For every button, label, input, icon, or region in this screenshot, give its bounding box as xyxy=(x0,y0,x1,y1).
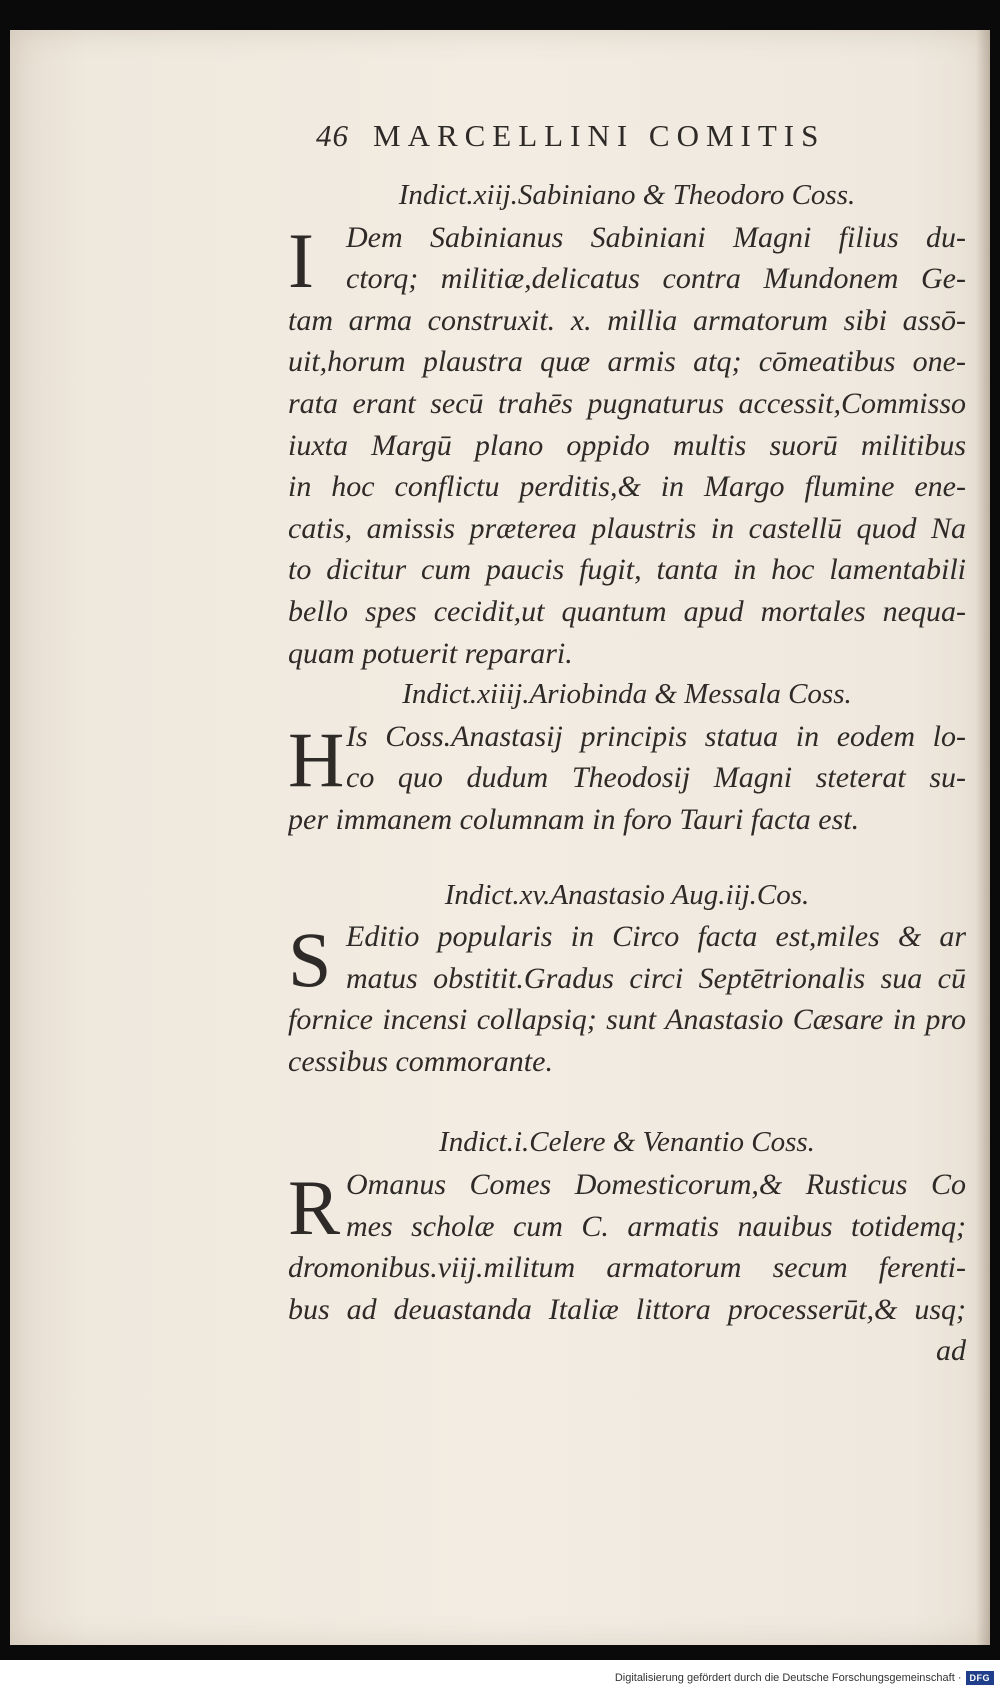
text-line: Editio popularis in Circo facta est,miles & ar xyxy=(346,920,966,954)
text-line: dromonibus.viij.militum armatorum secum ferenti- xyxy=(288,1251,966,1285)
text-line: mes scholæ cum C. armatis nauibus totidemq; xyxy=(346,1209,966,1243)
paragraph xyxy=(288,217,966,675)
consul-heading: Indict.xv.Anastasio Aug.iij.Cos. xyxy=(444,878,810,911)
running-head xyxy=(316,115,966,175)
text-line: catis, amissis præterea plaustris in castellū quod Na xyxy=(288,511,966,545)
text-line: ctorq; militiæ,delicatus contra Mundonem Ge- xyxy=(346,262,966,296)
credit-text: Digitalisierung gefördert durch die Deutsche Forschungsgemeinschaft · xyxy=(614,1672,962,1684)
text-line: bus ad deuastanda Italiæ littora processerūt,& usq; xyxy=(288,1292,966,1326)
consul-heading: Indict.i.Celere & Venantio Coss. xyxy=(439,1126,815,1159)
section-gap xyxy=(288,1082,966,1122)
text-line: rata erant secū trahēs pugnaturus accessit,Commisso xyxy=(288,386,966,420)
paragraph xyxy=(288,916,966,1082)
consul-heading: Indict.xiij.Sabiniano & Theodoro Coss. xyxy=(398,179,856,211)
text-line: in hoc conflictu perditis,& in Margo flumine ene- xyxy=(288,470,966,504)
catchword: ad xyxy=(936,1334,966,1368)
page-edge-shadow xyxy=(976,30,990,1645)
drop-cap: R xyxy=(288,1164,341,1252)
digitization-credit xyxy=(0,1663,1000,1693)
drop-cap: S xyxy=(288,916,332,1004)
text-line: per immanem columnam in foro Tauri facta est. xyxy=(288,802,860,836)
drop-cap: I xyxy=(288,216,314,304)
text-line: tam arma construxit. x. millia armatorum sibi assō- xyxy=(288,303,966,337)
page-text-block xyxy=(288,115,966,1372)
text-line: Omanus Comes Domesticorum,& Rusticus Co xyxy=(346,1168,966,1202)
text-line: Is Coss.Anastasij principis statua in eodem lo- xyxy=(346,719,966,753)
text-line: Dem Sabinianus Sabiniani Magni filius du- xyxy=(346,220,966,254)
drop-cap: H xyxy=(288,715,345,803)
text-line: to dicitur cum paucis fugit, tanta in hoc lamentabili xyxy=(288,553,966,587)
text-line: co quo dudum Theodosij Magni steterat su- xyxy=(346,761,966,795)
text-line: uit,horum plaustra quæ armis atq; cōmeatibus one- xyxy=(288,345,966,379)
running-head-title: MARCELLINI COMITIS xyxy=(373,118,826,153)
text-line: quam potuerit reparari. xyxy=(288,636,573,670)
text-line: cessibus commorante. xyxy=(288,1044,553,1078)
text-line: bello spes cecidit,ut quantum apud mortales nequa- xyxy=(288,594,966,628)
text-line: fornice incensi collapsiq; sunt Anastasio Cæsare in pro xyxy=(288,1003,966,1037)
section-gap xyxy=(288,841,966,875)
page-number: 46 xyxy=(316,118,349,153)
paragraph xyxy=(288,716,966,841)
text-line: iuxta Margū plano oppido multis suorū militibus xyxy=(288,428,966,462)
dfg-logo: DFG xyxy=(966,1671,995,1685)
text-line: matus obstitit.Gradus circi Septētrionalis sua cū xyxy=(346,961,966,995)
consul-heading: Indict.xiiij.Ariobinda & Messala Coss. xyxy=(402,678,852,711)
paragraph xyxy=(288,1164,966,1330)
